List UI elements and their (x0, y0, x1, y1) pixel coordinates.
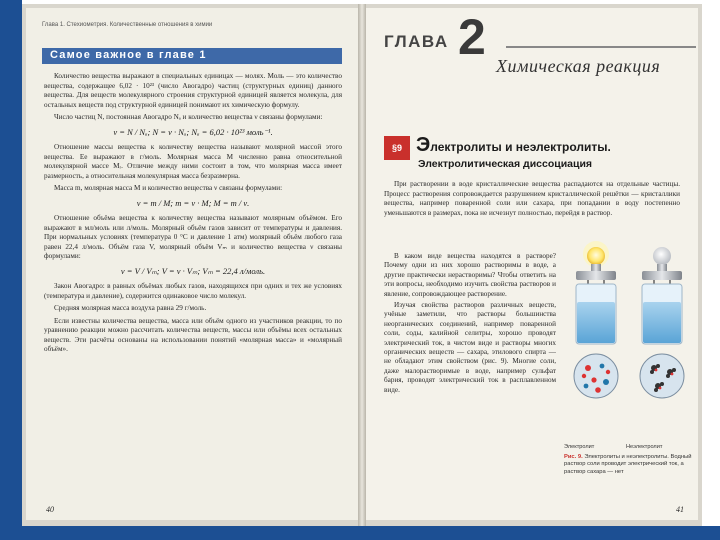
paragraph: При растворении в воде кристаллические вещества распадаются на отдельные частицы. Процесс растворения сопровождается разрушением кристаллической решётки — кристаллики вещества, например поваренной соли или сахара, при попадании в воду постепенно уменьшаются в размерах, пока не исчезнут полностью, перейдя в раствор. (384, 180, 680, 217)
figure-caption-text: Электролиты и неэлектролиты. Водный раствор соли проводит электрический ток, а раствор сахара — нет (564, 454, 692, 475)
figure-caption (564, 454, 694, 476)
summary-banner: Самое важное в главе 1 (42, 48, 342, 64)
page-number-right: 41 (676, 505, 684, 514)
chapter-word: ГЛАВА (384, 32, 449, 51)
section-number-badge: §9 (384, 136, 410, 160)
lit-bulb-icon (587, 247, 605, 265)
nonelectrolyte-apparatus (640, 247, 684, 398)
section-title-line1 (416, 134, 611, 157)
section-title-rest: лектролиты и неэлектролиты. (430, 140, 611, 154)
paragraph: Если известны количества вещества, масса или объём одного из участников реакции, то по уравнению реакции можно рассчитать количества веществ, массы или объёмы всех остальных веществ. Эти расчёты основаны на использовании понятий «молярная масса» и «молярный объём». (44, 316, 342, 353)
running-head: Глава 1. Стехиометрия. Количественные отношения в химии (42, 22, 213, 28)
paragraph: Изучая свойства растворов различных веществ, учёные заметили, что растворы большинства неорганических соединений, например поваренной соли, соды, калийной селитры, хорошо проводят электрический ток, в чистом виде и растворы многих органических веществ — сахара, этилового спирта — не обладают этим свойством (рис. 9). Многие соли, даже малорастворимые в воде, например сульфат бария, проводят электрический ток в расплавленном виде. (384, 301, 556, 394)
conductivity-figure (564, 240, 694, 440)
figure-caption-head: Рис. 9. (564, 454, 583, 460)
paragraph: В каком виде вещества находятся в растворе? Почему одни из них хорошо растворимы в воде, а другие практически нерастворимы? Чтобы ответить на эти вопросы, необходимо изучить свойства растворов и явление, сопровождающее растворение. (384, 252, 556, 298)
book-gutter (358, 4, 366, 526)
molecules-magnifier (640, 354, 684, 398)
figure-labels (564, 444, 694, 450)
label-nonelectrolyte: Неэлектролит (626, 444, 663, 450)
formula-volume: ν = V / Vₘ; V = ν · Vₘ; Vₘ = 22,4 л/моль. (120, 265, 266, 276)
chapter-title: Химическая реакция (496, 56, 661, 76)
open-textbook (22, 4, 702, 526)
label-electrolyte: Электролит (564, 444, 595, 450)
slide-bottom-bar (0, 526, 720, 540)
left-page-body (44, 72, 342, 358)
section-title-line2: Электролитическая диссоциация (418, 158, 593, 170)
slide-left-stripe (0, 0, 22, 540)
section-title-initial: Э (416, 134, 431, 156)
right-page (366, 8, 698, 520)
paragraph: Отношение массы вещества к количеству вещества называют молярной массой этого вещества. Ее выражают в г/моль. Молярная масса M численно равна относительной молекулярной массе Mᵣ. Отличие между ними состоит в том, что молярная масса имеет размерность, а относительная молекулярная масса безразмерна. (44, 143, 342, 180)
left-page (26, 8, 358, 520)
paragraph: Отношение объёма вещества к количеству вещества называют молярным объёмом. Его выражают в мл/моль или л/моль. Молярный объём газов зависит от температуры и давления. При нормальных условиях (температура 0 °C и давление 1 атм) молярный объём любого газа равен 22,4 л/моль. Объём газа V, молярный объём Vₘ и количество вещества ν связаны формулами: (44, 214, 342, 260)
section-body (384, 252, 556, 397)
paragraph: Средняя молярная масса воздуха равна 29 г/моль. (54, 304, 207, 312)
paragraph: Масса m, молярная масса M и количество вещества ν связаны формулами: (54, 184, 283, 192)
paragraph: Закон Авогадро: в равных объёмах любых газов, находящихся при одних и тех же условиях (температура и давление), содержится одинаковое число молекул. (44, 282, 342, 300)
electrolyte-apparatus (574, 241, 618, 398)
paragraph: Число частиц N, постоянная Авогадро Nₐ и количество вещества ν связаны формулами: (54, 113, 323, 121)
section-intro (384, 180, 680, 220)
page-number-left: 40 (46, 505, 54, 514)
formula-mass: ν = m / M; m = ν · M; M = m / ν. (136, 197, 250, 208)
chapter-rule (506, 46, 696, 48)
chapter-number: 2 (458, 9, 486, 65)
paragraph: Количество вещества выражают в специальных единицах — молях. Моль — это количество вещества, содержащее 6,02 · 10²³ (число Авогадро) частиц (структурных единиц) данного вещества. Для веществ молекулярного строения структурной единицей является молекула, для остальных веществ под структурной единицей понимают их химическую формулу. (44, 72, 342, 109)
formula-particles: ν = N / Nₐ; N = ν · Nₐ; Nₐ = 6,02 · 10²³ моль⁻¹. (113, 126, 273, 137)
unlit-bulb-icon (653, 247, 671, 265)
